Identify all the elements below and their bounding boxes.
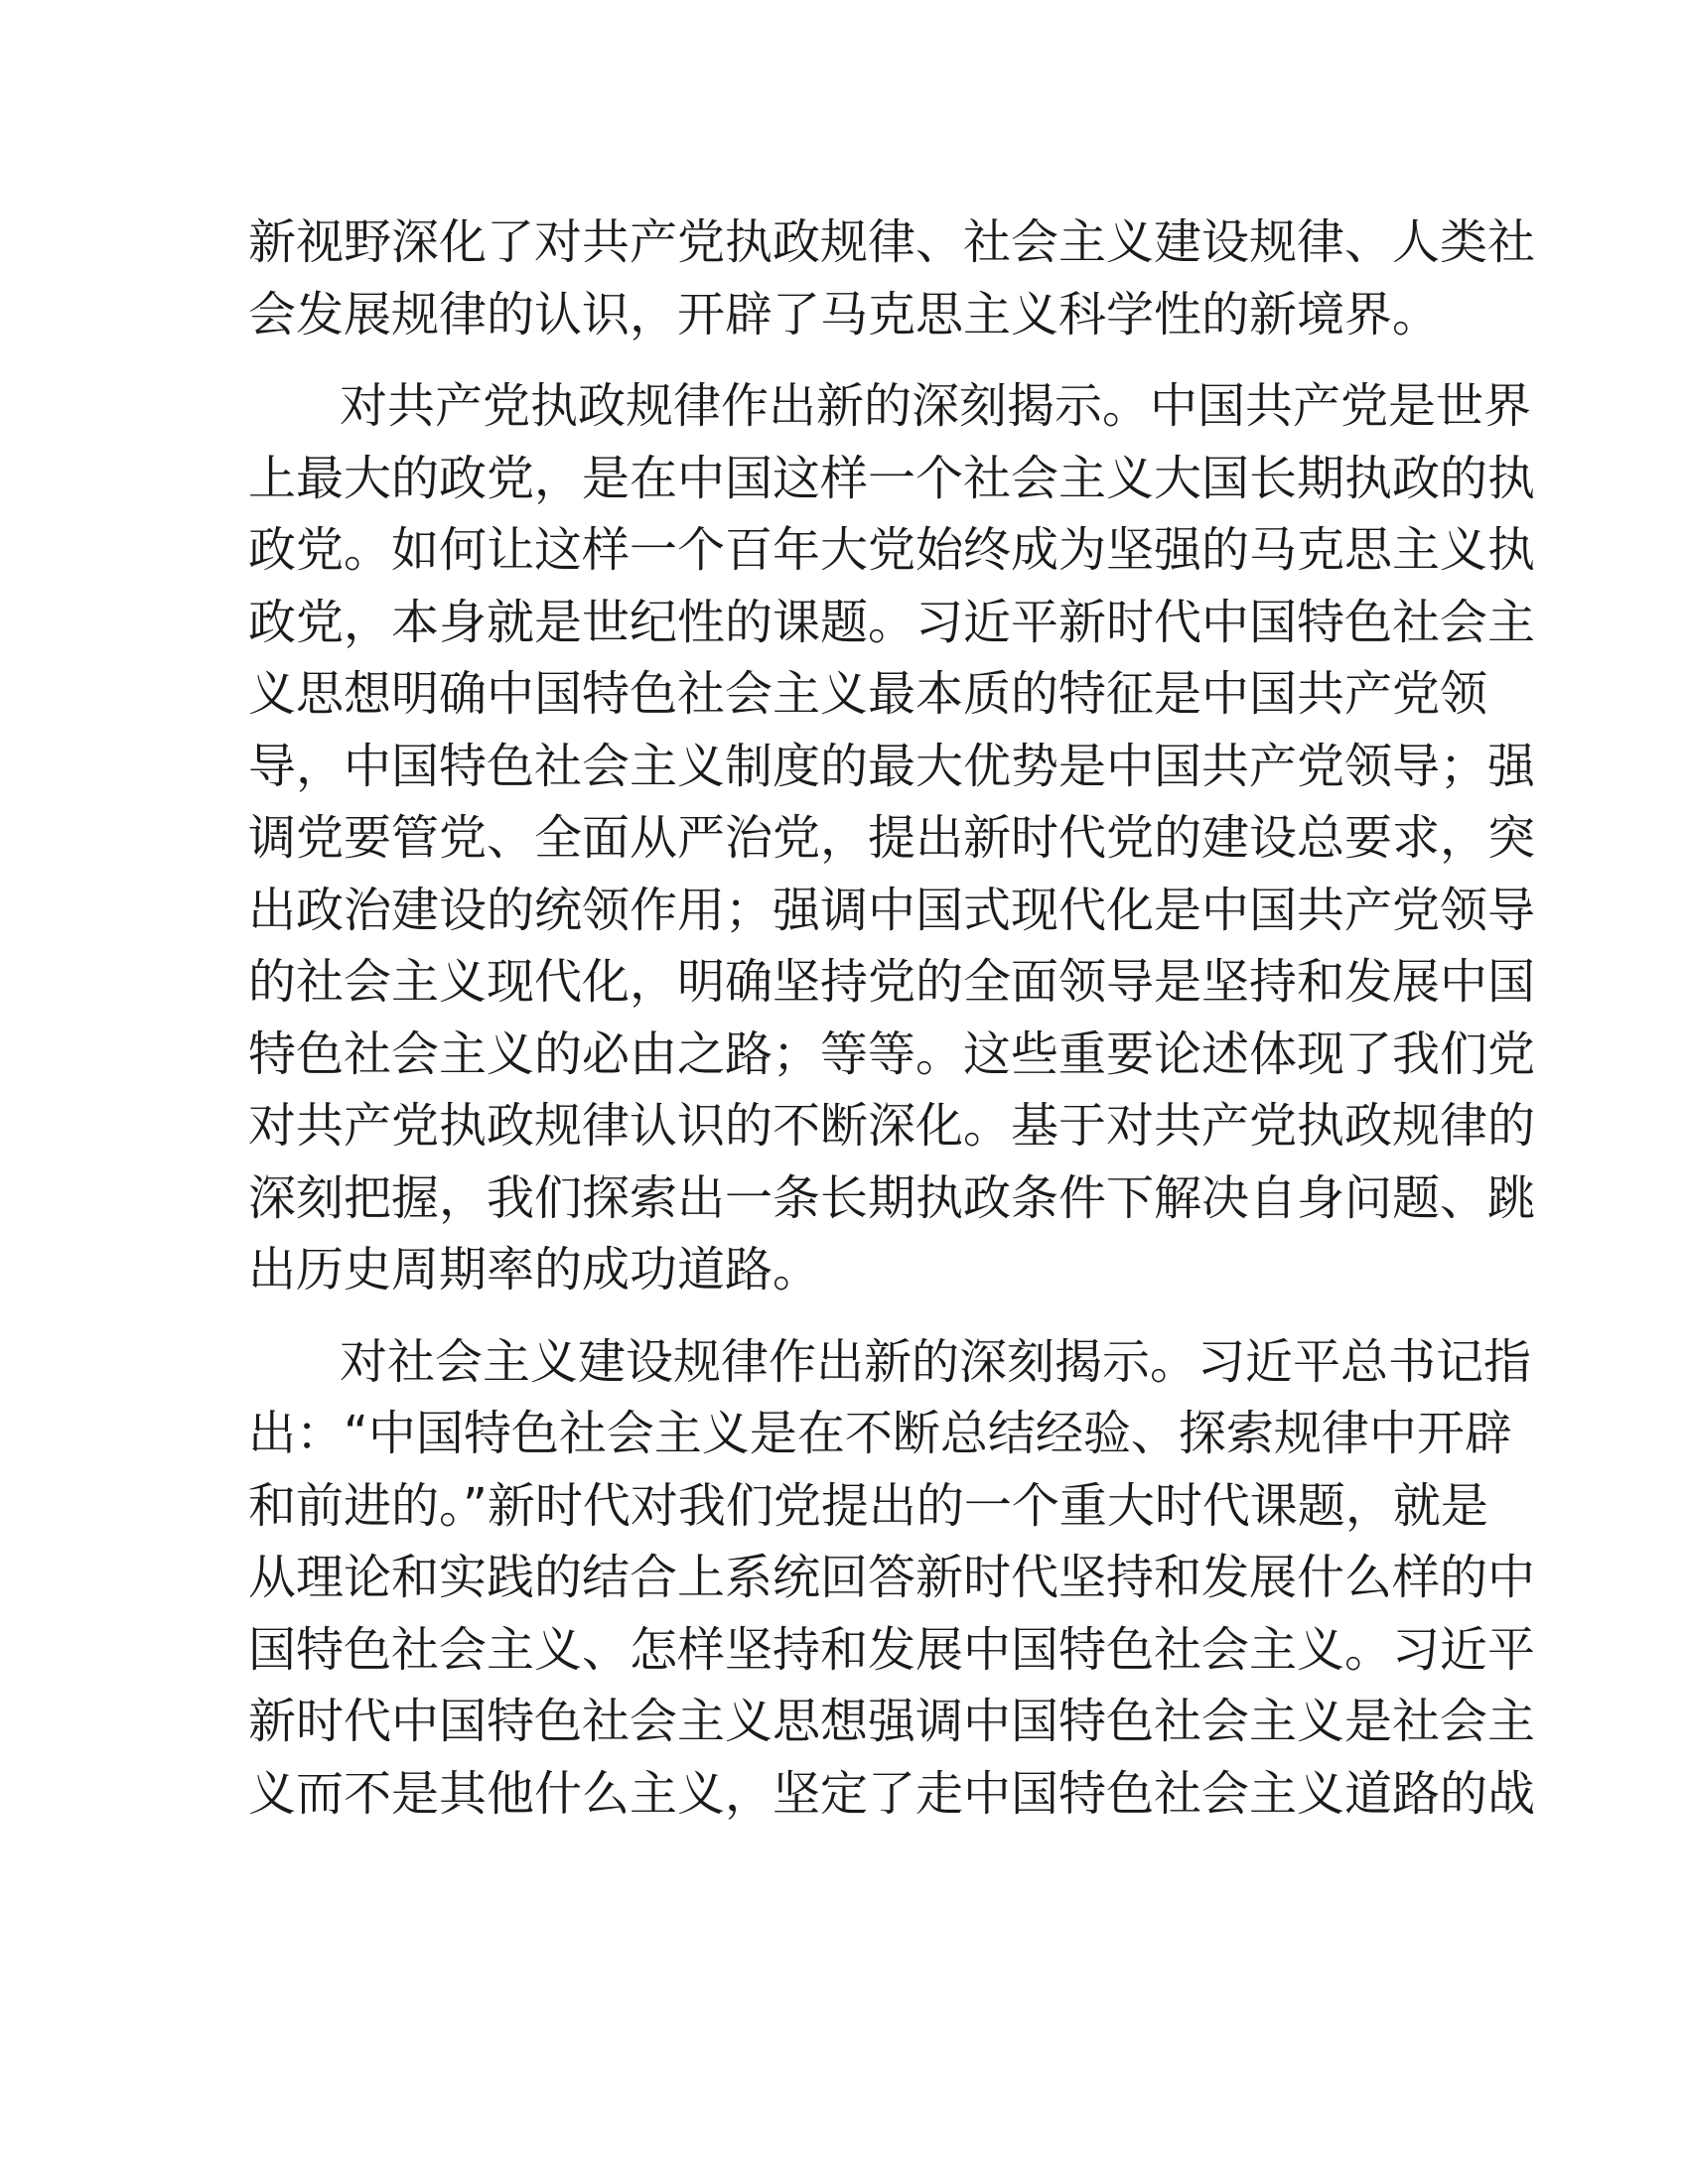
text-line: 出：“中国特色社会主义是在不断总结经验、探索规律中开辟 [248,1406,1512,1461]
text-line: 出历史周期率的成功道路。 [248,1242,821,1297]
text-line: 义而不是其他什么主义，坚定了走中国特色社会主义道路的战 [248,1765,1536,1822]
text-line: 的社会主义现代化，明确坚持党的全面领导是坚持和发展中国 [248,954,1536,1010]
body-text [248,206,1536,1830]
text-line: 导，中国特色社会主义制度的最大优势是中国共产党领导；强 [248,738,1536,794]
text-line: 对共产党执政规律认识的不断深化。基于对共产党执政规律的 [248,1098,1536,1154]
text-line: 对社会主义建设规律作出新的深刻揭示。习近平总书记指 [340,1333,1532,1390]
text-line: 特色社会主义的必由之路；等等。这些重要论述体现了我们党 [248,1025,1536,1082]
text-line: 上最大的政党，是在中国这样一个社会主义大国长期执政的执 [248,450,1536,506]
text-line: 义思想明确中国特色社会主义最本质的特征是中国共产党领 [248,666,1488,722]
text-line: 政党。如何让这样一个百年大党始终成为坚强的马克思主义执 [248,522,1536,578]
text-line: 对共产党执政规律作出新的深刻揭示。中国共产党是世界 [340,378,1532,434]
text-line: 新视野深化了对共产党执政规律、社会主义建设规律、人类社 [248,214,1536,270]
text-line: 深刻把握，我们探索出一条长期执政条件下解决自身问题、跳 [248,1169,1536,1226]
text-line: 新时代中国特色社会主义思想强调中国特色社会主义是社会主 [248,1694,1536,1749]
text-line: 调党要管党、全面从严治党，提出新时代党的建设总要求，突 [248,810,1536,866]
text-line: 会发展规律的认识，开辟了马克思主义科学性的新境界。 [248,286,1441,342]
text-line: 出政治建设的统领作用；强调中国式现代化是中国共产党领导 [248,882,1536,938]
text-line: 国特色社会主义、怎样坚持和发展中国特色社会主义。习近平 [248,1621,1536,1678]
paragraph-1 [248,206,1536,350]
paragraph-2 [248,370,1536,1306]
paragraph-3 [248,1326,1536,1831]
text-line: 政党，本身就是世纪性的课题。习近平新时代中国特色社会主 [248,594,1536,650]
text-line: 和前进的。”新时代对我们党提出的一个重大时代课题，就是 [248,1477,1488,1534]
text-line: 从理论和实践的结合上系统回答新时代坚持和发展什么样的中 [248,1550,1536,1605]
